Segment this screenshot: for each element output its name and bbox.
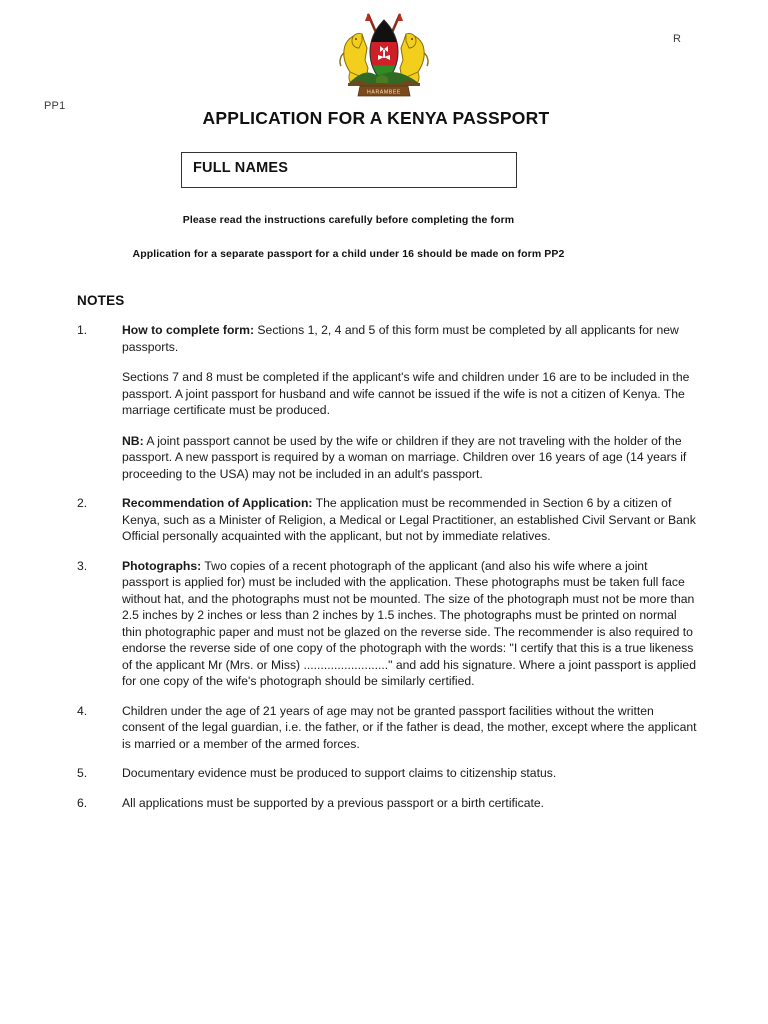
note-item — [77, 558, 697, 690]
note-item — [77, 795, 697, 812]
note-paragraph-lead: Photographs: — [122, 558, 202, 573]
notes-heading: NOTES — [77, 293, 125, 308]
note-paragraph-text: The application must be recommended in Section 6 by a citizen of Kenya, such as a Minister of Religion, a Medical or Legal Practitioner, an established Civil Servant or Bank Official personally acquainted with the applicant, but not by immediate relatives. — [122, 496, 696, 543]
note-item — [77, 765, 697, 782]
note-paragraph — [122, 558, 697, 690]
note-number: 4. — [77, 703, 88, 718]
note-paragraph-text: Documentary evidence must be produced to support claims to citizenship status. — [122, 766, 557, 780]
note-paragraph — [122, 369, 697, 419]
instruction-line-2: Application for a separate passport for a child under 16 should be made on form PP2 — [132, 248, 565, 260]
note-paragraph-lead: Recommendation of Application: — [122, 496, 313, 510]
note-paragraph-text: Two copies of a recent photograph of the applicant (and also his wife where a joint passport is applied for) must be included with the application. These photographs must be taken full face without hat, and the photographs must not be mounted. The size of the photograph must not be more than 2.5 inches by 2 inches or less than 2 inches by 1.5 inches. The photographs must be printed on normal thin photographic paper and must not be glazed on the reverse side. The recommender is also required to endorse the reverse side of one copy of the photograph with the words: "I certify that this is a true likeness of the applicant Mr (Mrs. or Miss) ........................." and add his signature. Where a joint passport is applied for one copy of the wife's photograph should be similarly certified. — [122, 558, 696, 688]
full-names-field[interactable] — [181, 152, 517, 188]
note-paragraph — [122, 495, 697, 545]
note-paragraph-text: Sections 1, 2, 4 and 5 of this form must be completed by all applicants for new passports. — [122, 323, 679, 354]
full-names-label: FULL NAMES — [193, 160, 289, 176]
coat-of-arms-container — [0, 8, 768, 105]
note-paragraph — [122, 433, 697, 483]
note-paragraph — [122, 795, 697, 812]
kenya-coat-of-arms-icon — [332, 8, 436, 100]
form-code-label: PP1 — [44, 100, 66, 112]
note-body — [122, 795, 697, 812]
note-number: 2. — [77, 496, 88, 510]
note-item — [77, 495, 697, 545]
note-paragraph-text: Children under the age of 21 years of age may not be granted passport facilities without the written consent of the legal guardian, i.e. the father, or if the father is dead, the mother, except where the applicant is married or a member of the armed forces. — [122, 703, 697, 751]
note-number: 6. — [77, 795, 88, 810]
note-body — [122, 495, 697, 545]
note-item — [77, 703, 697, 753]
note-number: 3. — [77, 558, 88, 573]
note-paragraph — [122, 703, 697, 753]
instruction-line-1: Please read the instructions carefully before completing the form — [182, 214, 515, 226]
emblem-motto-text: HARAMBEE — [367, 89, 401, 96]
note-item — [77, 322, 697, 482]
note-paragraph-lead: How to complete form: — [122, 323, 255, 337]
note-paragraph-text: Sections 7 and 8 must be completed if the applicant's wife and children under 16 are to be included in the passport. A joint passport for husband and wife cannot be issued if the wife is not a citizen of Kenya. The marriage certificate must be produced. — [122, 370, 690, 417]
note-number: 5. — [77, 766, 88, 780]
note-body — [122, 322, 697, 482]
note-paragraph — [122, 765, 697, 782]
note-paragraph — [122, 322, 697, 355]
note-paragraph-text: A joint passport cannot be used by the wife or children if they are not traveling with the holder of the passport. A new passport is required by a woman on marriage. Children over 16 years of age (14 years if proceeding to the USA) may not be included in an adult's passport. — [122, 433, 687, 481]
page-title: APPLICATION FOR A KENYA PASSPORT — [202, 108, 550, 128]
notes-list — [77, 322, 697, 824]
note-body — [122, 703, 697, 753]
note-number: 1. — [77, 323, 88, 337]
note-paragraph-lead: NB: — [122, 433, 144, 448]
revision-mark: R — [673, 33, 682, 45]
note-body — [122, 765, 697, 782]
note-paragraph-text: All applications must be supported by a previous passport or a birth certificate. — [122, 795, 545, 810]
note-body — [122, 558, 697, 690]
